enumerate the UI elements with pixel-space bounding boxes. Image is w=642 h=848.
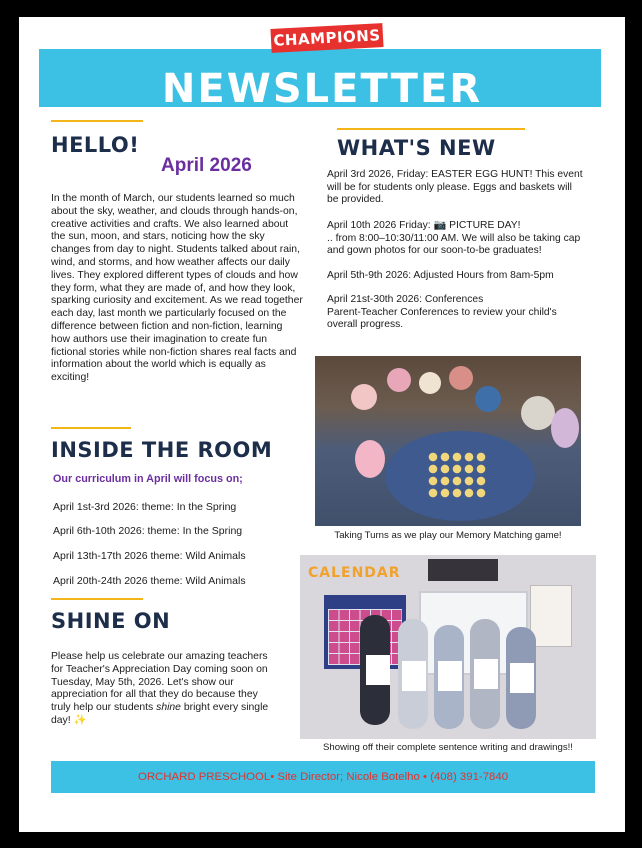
theme-item: April 6th-10th 2026: theme: In the Spring — [53, 525, 243, 537]
theme-item: April 1st-3rd 2026: theme: In the Spring — [53, 501, 237, 513]
champions-badge: CHAMPIONS — [270, 23, 383, 53]
child-figure — [387, 368, 411, 392]
news-item-conferences — [327, 294, 589, 332]
photo-caption-2: Showing off their complete sentence writing and drawings!! — [323, 742, 573, 753]
drawing-paper — [402, 661, 426, 691]
newsletter-title: NEWSLETTER — [161, 66, 483, 112]
hello-heading: HELLO! — [51, 133, 140, 157]
drawing-paper — [474, 659, 498, 689]
wall-poster — [530, 585, 572, 647]
shine-body — [51, 651, 269, 728]
shine-text-2: bright every single day! — [51, 702, 269, 726]
child-figure — [351, 384, 377, 410]
drawing-paper — [510, 663, 534, 693]
shine-text-1: Please help us celebrate our amazing teachers for Teacher's Appreciation Day coming soon on Tuesday, May 5th, 2026. Let's show our appreciation for all that they do because they truly help our students — [51, 651, 268, 714]
conferences-details: Parent-Teacher Conferences to review your child's overall progress. — [327, 306, 557, 331]
photo-caption-1: Taking Turns as we play our Memory Matching game! — [334, 530, 562, 541]
shine-rule — [51, 598, 143, 600]
hello-rule — [51, 120, 143, 122]
picture-day-details: .. from 8:00–10:30/11:00 AM. We will also be taking cap and gown photos for our soon-to-be graduates! — [327, 232, 581, 257]
sentence-writing-photo — [300, 555, 596, 739]
inside-rule — [51, 427, 131, 429]
picture-day-title: April 10th 2026 Friday: 📷 PICTURE DAY! — [327, 220, 521, 231]
alphabet-cards — [428, 559, 498, 581]
calendar-word: CALENDAR — [308, 565, 401, 581]
month-title: April 2026 — [161, 155, 252, 176]
child-figure — [521, 396, 555, 430]
news-item-picture-day — [327, 220, 589, 258]
child-figure — [551, 408, 579, 448]
newsletter-page — [19, 17, 625, 832]
shine-heading: SHINE ON — [51, 609, 171, 633]
sparkle-icon: ✨ — [73, 714, 87, 726]
hello-body: In the month of March, our students learned so much about the sky, weather, and clouds through hands-on, creative activities and crafts. We also learned about the sun, moon, and stars, noticing how the sky changes from day to night. Students talked about rain, wind, and storms, and how weather affects our daily lives. They explored different types of clouds and how they form, what they are made of, and how they look, sparking curiosity and excitement. As we read together each day, last month we particularly focused on the difference between fiction and non-fiction, learning how authors use their imagination to create fun fictional stories while non-fiction shares real facts and information about the world which is equally as exciting! — [51, 193, 303, 384]
conferences-title: April 21st-30th 2026: Conferences — [327, 294, 484, 305]
shine-italic: shine — [156, 702, 181, 714]
memory-cards — [427, 451, 487, 499]
news-heading: WHAT'S NEW — [337, 136, 496, 160]
news-rule — [337, 128, 525, 130]
footer-banner: ORCHARD PRESCHOOL• Site Director; Nicole Botelho • (408) 391-7840 — [51, 761, 595, 793]
drawing-paper — [366, 655, 390, 685]
memory-game-photo — [315, 356, 581, 526]
drawing-paper — [438, 661, 462, 691]
child-figure — [355, 440, 385, 478]
news-item-hours: April 5th-9th 2026: Adjusted Hours from 8am-5pm — [327, 270, 554, 281]
child-figure — [475, 386, 501, 412]
inside-heading: INSIDE THE ROOM — [51, 438, 273, 462]
news-item-easter: April 3rd 2026, Friday: EASTER EGG HUNT! This event will be for students only please. Eggs and baskets will be provided. — [327, 169, 583, 206]
curriculum-focus: Our curriculum in April will focus on; — [53, 473, 243, 485]
theme-item: April 13th-17th 2026 theme: Wild Animals — [53, 550, 246, 562]
theme-item: April 20th-24th 2026 theme: Wild Animals — [53, 575, 246, 587]
child-figure — [449, 366, 473, 390]
child-figure — [419, 372, 441, 394]
